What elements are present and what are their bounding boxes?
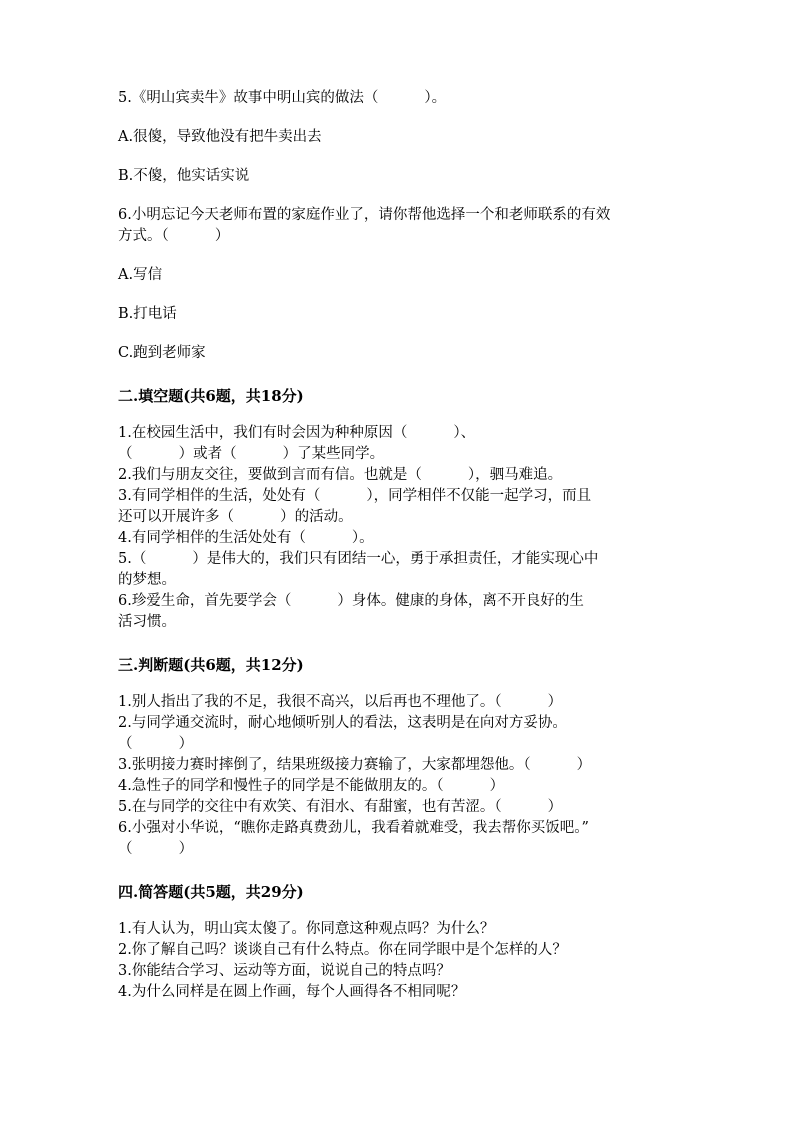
question-6-stem-line-1: 6.小明忘记今天老师布置的家庭作业了，请你帮他选择一个和老师联系的有效 <box>118 207 611 223</box>
fill-in-section-heading: 二.填空题(共6题，共18分) <box>118 387 304 405</box>
true-false-line: 3.张明接力赛时摔倒了，结果班级接力赛输了，大家都埋怨他。（ ） <box>118 757 592 773</box>
fill-in-questions <box>118 423 678 633</box>
short-answer-line: 2.你了解自己吗？谈谈自己有什么特点。你在同学眼中是个怎样的人？ <box>118 942 567 958</box>
short-answer-line: 1.有人认为，明山宾太傻了。你同意这种观点吗？为什么？ <box>118 921 495 937</box>
question-6-stem-line-2: 方式。（ ） <box>118 228 230 244</box>
short-answer-line: 4.为什么同样是在圆上作画，每个人画得各不相同呢？ <box>118 984 466 1000</box>
true-false-section-heading: 三.判断题(共6题，共12分) <box>118 656 304 674</box>
fill-in-line: 的梦想。 <box>118 572 176 588</box>
short-answer-line: 3.你能结合学习、运动等方面，说说自己的特点吗？ <box>118 963 451 979</box>
fill-in-line: 活习惯。 <box>118 614 176 630</box>
fill-in-line: 2.我们与朋友交往，要做到言而有信。也就是（ ），驷马难追。 <box>118 467 563 483</box>
true-false-line: 1.别人指出了我的不足，我很不高兴，以后再也不理他了。（ ） <box>118 694 563 710</box>
short-answer-section-heading: 四.简答题(共5题，共29分) <box>118 883 304 901</box>
true-false-questions <box>118 692 678 860</box>
fill-in-line: 1.在校园生活中，我们有时会因为种种原因（ ）、 <box>118 425 476 441</box>
short-answer-questions <box>118 919 678 1003</box>
fill-in-line: 4.有同学相伴的生活处处有（ ）。 <box>118 530 374 546</box>
exam-page <box>118 88 678 1003</box>
question-6-option-b: B.打电话 <box>118 306 177 322</box>
true-false-line: （ ） <box>118 841 194 857</box>
question-6-option-a: A.写信 <box>118 267 163 283</box>
true-false-line: 6.小强对小华说，“瞧你走路真费劲儿，我看着就难受，我去帮你买饭吧。” <box>118 820 589 836</box>
question-5-option-a: A.很傻，导致他没有把牛卖出去 <box>118 129 322 145</box>
question-6-option-c: C.跑到老师家 <box>118 345 206 361</box>
fill-in-line: 6.珍爱生命，首先要学会（ ）身体。健康的身体，离不开良好的生 <box>118 593 584 609</box>
true-false-line: （ ） <box>118 736 194 752</box>
true-false-line: 4.急性子的同学和慢性子的同学是不能做朋友的。（ ） <box>118 778 505 794</box>
fill-in-line: 还可以开展许多（ ）的活动。 <box>118 509 353 525</box>
true-false-line: 2.与同学通交流时，耐心地倾听别人的看法，这表明是在向对方妥协。 <box>118 715 567 731</box>
fill-in-line: 3.有同学相伴的生活，处处有（ ），同学相伴不仅能一起学习，而且 <box>118 488 592 504</box>
question-5-stem: 5.《明山宾卖牛》故事中明山宾的做法（ ）。 <box>118 90 447 106</box>
true-false-line: 5.在与同学的交往中有欢笑、有泪水、有甜蜜，也有苦涩。（ ） <box>118 799 563 815</box>
question-5-option-b: B.不傻，他实话实说 <box>118 168 250 184</box>
fill-in-line: 5.（ ）是伟大的，我们只有团结一心，勇于承担责任，才能实现心中 <box>118 551 599 567</box>
fill-in-line: （ ）或者（ ）了某些同学。 <box>118 446 385 462</box>
